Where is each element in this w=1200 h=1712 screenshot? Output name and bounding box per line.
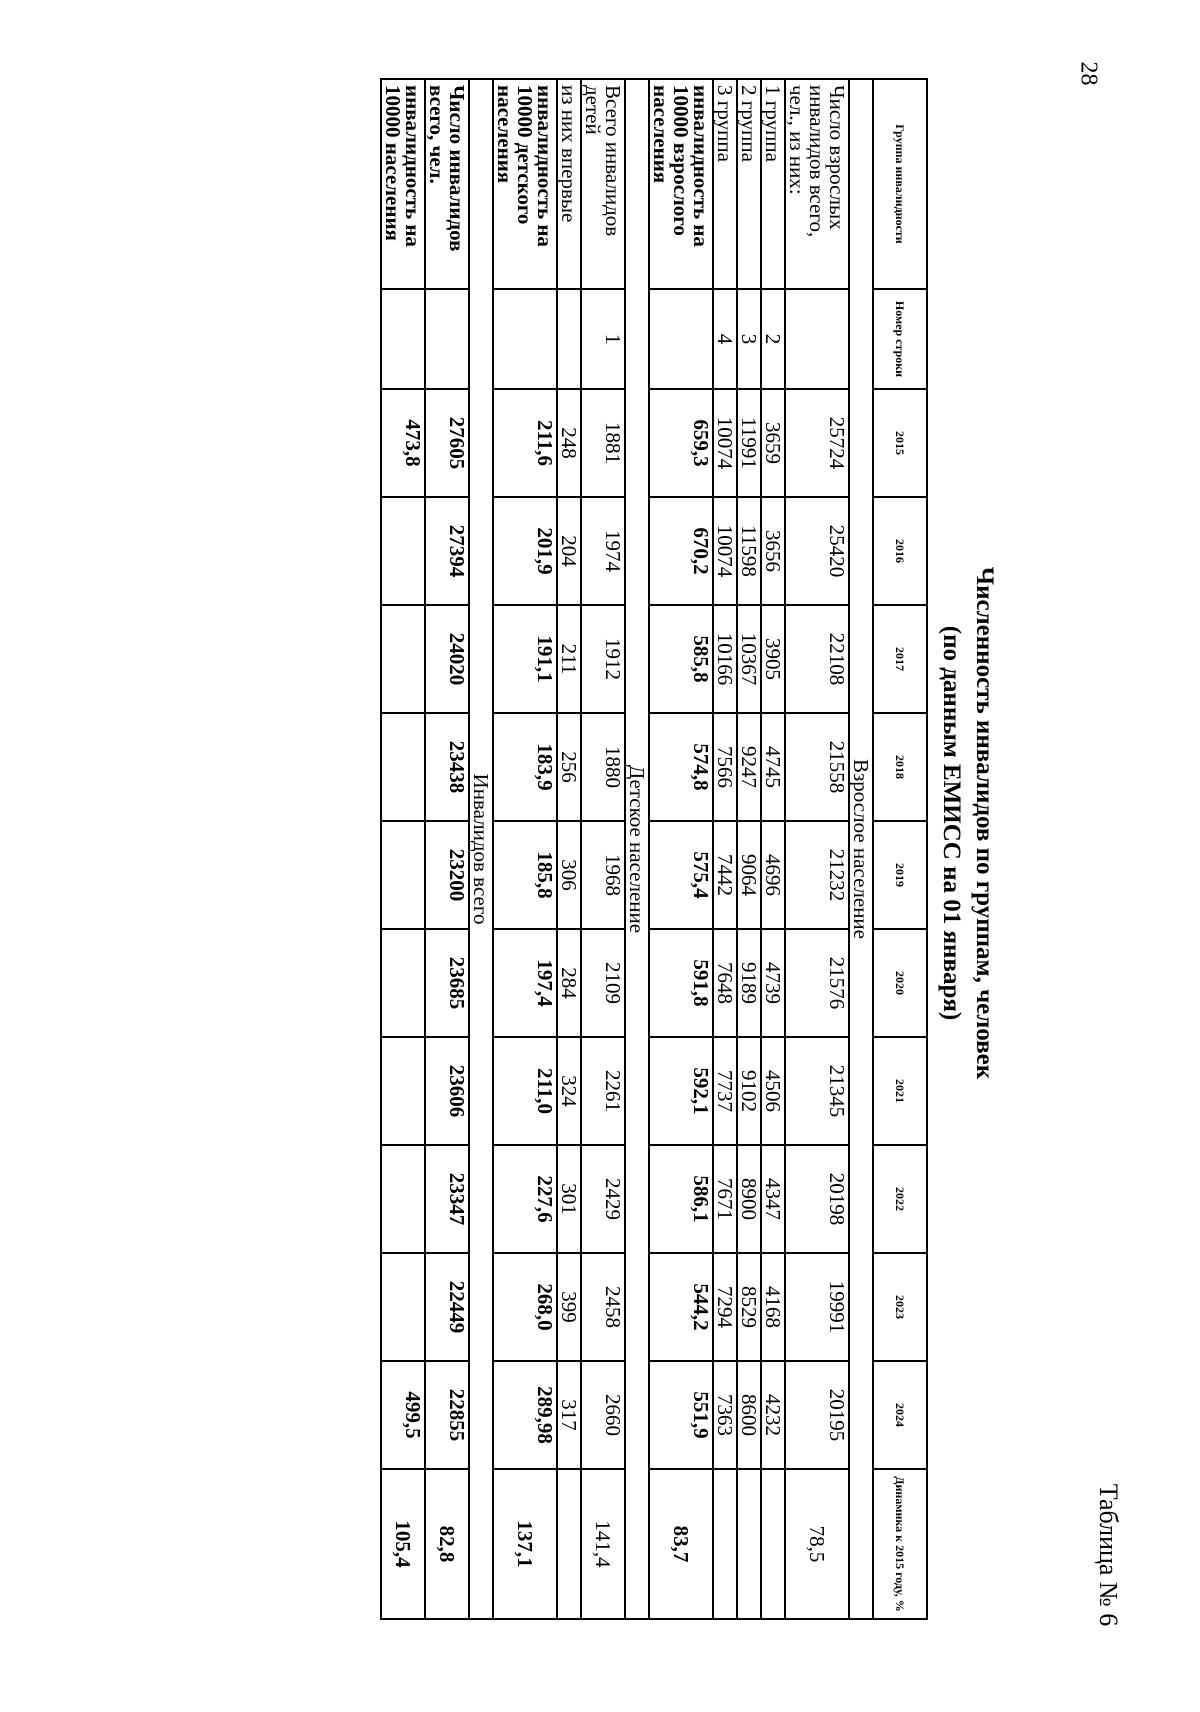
value-cell: 591,8 <box>649 929 713 1037</box>
row-number <box>381 289 425 389</box>
table-row <box>557 79 581 1619</box>
section-title: Инвалидов всего <box>469 79 493 1619</box>
value-cell: 7566 <box>713 713 737 821</box>
value-cell: 1974 <box>581 497 625 605</box>
value-cell: 23200 <box>425 821 469 929</box>
table-row <box>737 79 761 1619</box>
value-cell: 7294 <box>713 1253 737 1361</box>
value-cell: 4745 <box>761 713 785 821</box>
value-cell: 22449 <box>425 1253 469 1361</box>
value-cell: 21576 <box>785 929 849 1037</box>
table-row <box>761 79 785 1619</box>
header-year: 2016 <box>873 497 927 605</box>
value-cell <box>381 821 425 929</box>
value-cell: 544,2 <box>649 1253 713 1361</box>
value-cell: 284 <box>557 929 581 1037</box>
value-cell: 7648 <box>713 929 737 1037</box>
value-cell: 256 <box>557 713 581 821</box>
value-cell: 1968 <box>581 821 625 929</box>
dynamics-cell: 141,4 <box>581 1469 625 1619</box>
page-title <box>935 73 1001 1573</box>
value-cell: 21558 <box>785 713 849 821</box>
value-cell: 22855 <box>425 1361 469 1469</box>
value-cell: 10166 <box>713 605 737 713</box>
value-cell <box>381 1037 425 1145</box>
header-row <box>873 79 927 1619</box>
header-year: 2017 <box>873 605 927 713</box>
value-cell: 201,9 <box>493 497 557 605</box>
row-label: 2 группа <box>737 79 761 289</box>
table-body <box>381 79 873 1619</box>
dynamics-cell <box>557 1469 581 1619</box>
disability-table-container <box>268 78 928 1618</box>
value-cell: 227,6 <box>493 1145 557 1253</box>
value-cell: 4506 <box>761 1037 785 1145</box>
value-cell: 2429 <box>581 1145 625 1253</box>
value-cell: 20195 <box>785 1361 849 1469</box>
value-cell: 7363 <box>713 1361 737 1469</box>
header-year: 2024 <box>873 1361 927 1469</box>
value-cell: 9064 <box>737 821 761 929</box>
value-cell: 19991 <box>785 1253 849 1361</box>
row-number: 1 <box>581 289 625 389</box>
value-cell: 9247 <box>737 713 761 821</box>
value-cell: 11598 <box>737 497 761 605</box>
value-cell: 4739 <box>761 929 785 1037</box>
value-cell: 1912 <box>581 605 625 713</box>
header-year: 2015 <box>873 389 927 497</box>
row-number: 3 <box>737 289 761 389</box>
table-row <box>713 79 737 1619</box>
value-cell: 23438 <box>425 713 469 821</box>
value-cell: 10367 <box>737 605 761 713</box>
value-cell: 3656 <box>761 497 785 605</box>
section-row <box>469 79 493 1619</box>
value-cell <box>381 1145 425 1253</box>
value-cell <box>381 605 425 713</box>
value-cell: 25420 <box>785 497 849 605</box>
section-title: Детское население <box>625 79 649 1619</box>
title-line-2: (по данным ЕМИСС на 01 января) <box>938 625 965 1021</box>
table-row <box>425 79 469 1619</box>
value-cell: 324 <box>557 1037 581 1145</box>
value-cell: 2109 <box>581 929 625 1037</box>
value-cell: 289,98 <box>493 1361 557 1469</box>
value-cell: 1881 <box>581 389 625 497</box>
value-cell: 183,9 <box>493 713 557 821</box>
value-cell: 4696 <box>761 821 785 929</box>
value-cell: 27394 <box>425 497 469 605</box>
value-cell: 551,9 <box>649 1361 713 1469</box>
row-number: 4 <box>713 289 737 389</box>
row-label: 1 группа <box>761 79 785 289</box>
value-cell: 586,1 <box>649 1145 713 1253</box>
row-number <box>493 289 557 389</box>
value-cell: 574,8 <box>649 713 713 821</box>
row-number <box>557 289 581 389</box>
table-row <box>785 79 849 1619</box>
header-year: 2023 <box>873 1253 927 1361</box>
value-cell: 659,3 <box>649 389 713 497</box>
header-group: Группа инвалидности <box>873 79 927 289</box>
dynamics-cell: 82,8 <box>425 1469 469 1619</box>
value-cell: 1880 <box>581 713 625 821</box>
value-cell: 592,1 <box>649 1037 713 1145</box>
table-label: Таблица № 6 <box>1094 1483 1123 1627</box>
value-cell: 25724 <box>785 389 849 497</box>
value-cell: 10074 <box>713 497 737 605</box>
row-label: из них впервые <box>557 79 581 289</box>
title-line-1: Численность инвалидов по группам, человек <box>971 566 998 1080</box>
dynamics-cell: 83,7 <box>649 1469 713 1619</box>
value-cell: 8529 <box>737 1253 761 1361</box>
table-row <box>381 79 425 1619</box>
value-cell <box>381 1253 425 1361</box>
value-cell: 23606 <box>425 1037 469 1145</box>
value-cell <box>381 929 425 1037</box>
header-year: 2020 <box>873 929 927 1037</box>
header-year: 2019 <box>873 821 927 929</box>
value-cell: 9102 <box>737 1037 761 1145</box>
value-cell: 21345 <box>785 1037 849 1145</box>
value-cell: 306 <box>557 821 581 929</box>
value-cell: 7442 <box>713 821 737 929</box>
row-label: 3 группа <box>713 79 737 289</box>
value-cell: 197,4 <box>493 929 557 1037</box>
table-row <box>649 79 713 1619</box>
value-cell: 9189 <box>737 929 761 1037</box>
header-year: 2021 <box>873 1037 927 1145</box>
row-label: инвалидность на 10000 детского населения <box>493 79 557 289</box>
section-row <box>625 79 649 1619</box>
disability-table <box>380 78 928 1620</box>
value-cell: 4347 <box>761 1145 785 1253</box>
value-cell: 585,8 <box>649 605 713 713</box>
table-row <box>581 79 625 1619</box>
value-cell: 204 <box>557 497 581 605</box>
row-label: Число инвалидов всего, чел. <box>425 79 469 289</box>
value-cell: 2261 <box>581 1037 625 1145</box>
value-cell: 4168 <box>761 1253 785 1361</box>
row-number <box>785 289 849 389</box>
value-cell: 2660 <box>581 1361 625 1469</box>
section-row <box>849 79 873 1619</box>
value-cell: 211,0 <box>493 1037 557 1145</box>
row-label: Число взрослых инвалидов всего, чел., из них: <box>785 79 849 289</box>
value-cell: 7737 <box>713 1037 737 1145</box>
value-cell: 575,4 <box>649 821 713 929</box>
value-cell: 473,8 <box>381 389 425 497</box>
value-cell: 317 <box>557 1361 581 1469</box>
row-number <box>425 289 469 389</box>
value-cell: 20198 <box>785 1145 849 1253</box>
section-title: Взрослое население <box>849 79 873 1619</box>
value-cell: 23347 <box>425 1145 469 1253</box>
dynamics-cell <box>713 1469 737 1619</box>
value-cell: 185,8 <box>493 821 557 929</box>
table-row <box>493 79 557 1619</box>
value-cell: 248 <box>557 389 581 497</box>
value-cell: 211 <box>557 605 581 713</box>
dynamics-cell: 105,4 <box>381 1469 425 1619</box>
value-cell: 2458 <box>581 1253 625 1361</box>
dynamics-cell: 137,1 <box>493 1469 557 1619</box>
header-year: 2022 <box>873 1145 927 1253</box>
row-label: инвалидность на 10000 населения <box>381 79 425 289</box>
value-cell: 3659 <box>761 389 785 497</box>
header-dynamics: Динамика к 2015 году, % <box>873 1469 927 1619</box>
value-cell: 670,2 <box>649 497 713 605</box>
value-cell: 21232 <box>785 821 849 929</box>
value-cell: 301 <box>557 1145 581 1253</box>
value-cell: 3905 <box>761 605 785 713</box>
row-label: Всего инвалидов детей <box>581 79 625 289</box>
value-cell: 8600 <box>737 1361 761 1469</box>
value-cell: 191,1 <box>493 605 557 713</box>
row-number <box>649 289 713 389</box>
value-cell: 10074 <box>713 389 737 497</box>
value-cell: 8900 <box>737 1145 761 1253</box>
value-cell <box>381 497 425 605</box>
value-cell <box>381 713 425 821</box>
value-cell: 27605 <box>425 389 469 497</box>
value-cell: 23685 <box>425 929 469 1037</box>
header-year: 2018 <box>873 713 927 821</box>
row-number: 2 <box>761 289 785 389</box>
value-cell: 11991 <box>737 389 761 497</box>
dynamics-cell <box>737 1469 761 1619</box>
value-cell: 7671 <box>713 1145 737 1253</box>
value-cell: 24020 <box>425 605 469 713</box>
header-row-number: Номер строки <box>873 289 927 389</box>
dynamics-cell <box>761 1469 785 1619</box>
value-cell: 268,0 <box>493 1253 557 1361</box>
value-cell: 399 <box>557 1253 581 1361</box>
value-cell: 499,5 <box>381 1361 425 1469</box>
value-cell: 4232 <box>761 1361 785 1469</box>
row-label: инвалидность на 10000 взрослого населения <box>649 79 713 289</box>
value-cell: 22108 <box>785 605 849 713</box>
dynamics-cell: 78,5 <box>785 1469 849 1619</box>
page-number: 28 <box>1075 61 1102 86</box>
value-cell: 211,6 <box>493 389 557 497</box>
